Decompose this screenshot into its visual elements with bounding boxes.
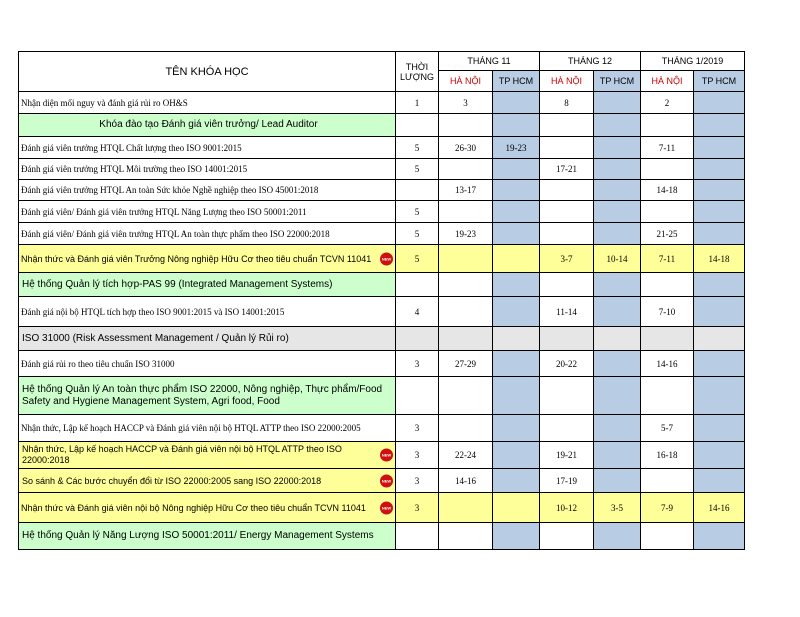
course-duration: 3	[396, 442, 439, 469]
date-dec-hanoi: 19-21	[540, 442, 594, 469]
date-dec-hcm	[594, 180, 641, 201]
date-dec-hanoi	[540, 201, 594, 223]
date-nov-hcm	[493, 180, 540, 201]
date-dec-hanoi: 17-19	[540, 469, 594, 493]
date-dec-hcm	[594, 415, 641, 442]
course-row	[19, 201, 745, 223]
date-jan-hcm	[694, 415, 745, 442]
date-nov-hanoi: 3	[439, 92, 493, 114]
course-row	[19, 297, 745, 327]
month-dec-header: THÁNG 12	[540, 52, 641, 71]
empty-cell	[641, 377, 694, 415]
new-badge-icon: NEW	[380, 474, 393, 487]
empty-cell	[641, 273, 694, 297]
course-duration: 3	[396, 415, 439, 442]
course-duration: 3	[396, 351, 439, 377]
header-row-months	[19, 52, 745, 71]
course-row	[19, 351, 745, 377]
date-dec-hcm	[594, 442, 641, 469]
date-jan-hcm	[694, 442, 745, 469]
empty-cell	[694, 273, 745, 297]
course-duration: 5	[396, 137, 439, 159]
date-dec-hcm: 3-5	[594, 493, 641, 523]
date-dec-hcm: 10-14	[594, 245, 641, 273]
course-row	[19, 92, 745, 114]
course-row	[19, 159, 745, 180]
course-name: Đánh giá viên/ Đánh giá viên trưởng HTQL Năng Lượng theo ISO 50001:2011	[19, 201, 396, 223]
date-nov-hanoi: 13-17	[439, 180, 493, 201]
section-row	[19, 523, 745, 550]
course-row	[19, 180, 745, 201]
date-jan-hanoi: 21-25	[641, 223, 694, 245]
city-hcm-jan: TP HCM	[694, 71, 745, 92]
date-jan-hanoi	[641, 201, 694, 223]
date-dec-hcm	[594, 137, 641, 159]
date-nov-hanoi: 14-16	[439, 469, 493, 493]
empty-cell	[594, 377, 641, 415]
new-badge-icon: NEW	[380, 449, 393, 462]
course-name: Đánh giá viên trưởng HTQL Môi trường theo ISO 14001:2015	[19, 159, 396, 180]
date-jan-hanoi: 2	[641, 92, 694, 114]
course-row	[19, 137, 745, 159]
date-nov-hcm: 19-23	[493, 137, 540, 159]
date-jan-hcm	[694, 92, 745, 114]
date-dec-hcm	[594, 297, 641, 327]
date-dec-hanoi	[540, 415, 594, 442]
date-nov-hanoi: 19-23	[439, 223, 493, 245]
section-row	[19, 377, 745, 415]
empty-cell	[694, 114, 745, 137]
empty-cell	[439, 273, 493, 297]
date-nov-hcm	[493, 159, 540, 180]
course-name: Nhận thức, Lập kế hoạch HACCP và Đánh giá viên nội bộ HTQL ATTP theo ISO 22000:2018	[22, 444, 342, 465]
date-jan-hanoi: 7-11	[641, 137, 694, 159]
section-title: Hệ thống Quản lý An toàn thực phẩm ISO 22000, Nông nghiệp, Thực phẩm/Food Safety and Hygiene Management System, Agri food, Food	[19, 377, 396, 415]
city-hanoi-dec: HÀ NỘI	[540, 71, 594, 92]
course-duration: 3	[396, 469, 439, 493]
date-dec-hcm	[594, 351, 641, 377]
date-nov-hanoi: 26-30	[439, 137, 493, 159]
course-duration: 5	[396, 201, 439, 223]
date-nov-hanoi	[439, 159, 493, 180]
section-title: Hệ thống Quản lý Năng Lượng ISO 50001:2011/ Energy Management Systems	[19, 523, 396, 550]
date-dec-hanoi: 11-14	[540, 297, 594, 327]
empty-cell	[594, 114, 641, 137]
course-name: Nhận thức, Lập kế hoạch HACCP và Đánh giá viên nội bộ HTQL ATTP theo ISO 22000:2005	[19, 415, 396, 442]
empty-cell	[694, 327, 745, 351]
course-duration: 5	[396, 245, 439, 273]
section-title: ISO 31000 (Risk Assessment Management / Quản lý Rủi ro)	[19, 327, 396, 351]
date-jan-hcm	[694, 351, 745, 377]
course-duration: 5	[396, 159, 439, 180]
date-dec-hcm	[594, 159, 641, 180]
empty-cell	[493, 327, 540, 351]
empty-cell	[396, 377, 439, 415]
date-dec-hanoi	[540, 180, 594, 201]
empty-cell	[439, 114, 493, 137]
date-jan-hcm	[694, 297, 745, 327]
date-nov-hanoi	[439, 493, 493, 523]
date-nov-hanoi: 27-29	[439, 351, 493, 377]
date-jan-hcm: 14-16	[694, 493, 745, 523]
empty-cell	[396, 114, 439, 137]
date-nov-hanoi	[439, 201, 493, 223]
date-nov-hanoi	[439, 297, 493, 327]
empty-cell	[540, 327, 594, 351]
course-row	[19, 223, 745, 245]
date-nov-hcm	[493, 297, 540, 327]
empty-cell	[493, 273, 540, 297]
city-hanoi-jan: HÀ NỘI	[641, 71, 694, 92]
date-dec-hanoi: 3-7	[540, 245, 594, 273]
empty-cell	[694, 377, 745, 415]
course-duration: 1	[396, 92, 439, 114]
empty-cell	[594, 327, 641, 351]
course-duration	[396, 180, 439, 201]
course-name: Nhận thức và Đánh giá viên nội bộ Nông nghiệp Hữu Cơ theo tiêu chuẩn TCVN 11041	[21, 502, 366, 513]
empty-cell	[396, 523, 439, 550]
date-jan-hanoi: 7-11	[641, 245, 694, 273]
date-nov-hcm	[493, 92, 540, 114]
date-jan-hcm	[694, 469, 745, 493]
date-nov-hanoi	[439, 415, 493, 442]
empty-cell	[594, 273, 641, 297]
date-jan-hanoi	[641, 159, 694, 180]
date-dec-hanoi: 17-21	[540, 159, 594, 180]
empty-cell	[540, 273, 594, 297]
date-dec-hanoi: 8	[540, 92, 594, 114]
new-badge-icon: NEW	[380, 252, 393, 265]
date-dec-hcm	[594, 201, 641, 223]
date-dec-hcm	[594, 223, 641, 245]
date-nov-hanoi	[439, 245, 493, 273]
section-row	[19, 114, 745, 137]
date-dec-hanoi: 10-12	[540, 493, 594, 523]
date-nov-hcm	[493, 442, 540, 469]
course-name-header: TÊN KHÓA HỌC	[19, 52, 396, 92]
course-name: Nhận thức và Đánh giá viên Trưởng Nông nghiệp Hữu Cơ theo tiêu chuẩn TCVN 11041	[21, 253, 372, 264]
course-name-cell	[19, 493, 396, 523]
duration-header: THỜI LƯỢNG	[396, 52, 439, 92]
empty-cell	[439, 523, 493, 550]
course-name-cell	[19, 442, 396, 469]
date-jan-hanoi: 5-7	[641, 415, 694, 442]
date-nov-hcm	[493, 469, 540, 493]
date-jan-hanoi: 16-18	[641, 442, 694, 469]
city-hanoi-nov: HÀ NỘI	[439, 71, 493, 92]
course-name: Đánh giá viên trưởng HTQL An toàn Sức khỏe Nghề nghiệp theo ISO 45001:2018	[19, 180, 396, 201]
empty-cell	[396, 327, 439, 351]
section-row	[19, 273, 745, 297]
course-row-new	[19, 469, 745, 493]
date-jan-hanoi: 14-16	[641, 351, 694, 377]
date-jan-hanoi: 7-10	[641, 297, 694, 327]
date-dec-hcm	[594, 92, 641, 114]
course-name-cell	[19, 469, 396, 493]
empty-cell	[694, 523, 745, 550]
date-jan-hcm	[694, 223, 745, 245]
date-nov-hcm	[493, 201, 540, 223]
date-nov-hcm	[493, 351, 540, 377]
date-jan-hcm	[694, 159, 745, 180]
city-hcm-dec: TP HCM	[594, 71, 641, 92]
date-nov-hcm	[493, 415, 540, 442]
section-title: Khóa đào tạo Đánh giá viên trưởng/ Lead Auditor	[19, 114, 396, 137]
date-nov-hcm	[493, 223, 540, 245]
course-name: Đánh giá viên/ Đánh giá viên trưởng HTQL An toàn thực phẩm theo ISO 22000:2018	[19, 223, 396, 245]
empty-cell	[493, 523, 540, 550]
section-row	[19, 327, 745, 351]
date-jan-hcm	[694, 137, 745, 159]
month-nov-header: THÁNG 11	[439, 52, 540, 71]
course-row-new	[19, 442, 745, 469]
course-duration: 4	[396, 297, 439, 327]
empty-cell	[641, 327, 694, 351]
date-dec-hanoi	[540, 137, 594, 159]
date-jan-hanoi	[641, 469, 694, 493]
date-dec-hcm	[594, 469, 641, 493]
course-duration: 3	[396, 493, 439, 523]
empty-cell	[439, 377, 493, 415]
empty-cell	[493, 114, 540, 137]
month-jan-header: THÁNG 1/2019	[641, 52, 745, 71]
date-jan-hcm	[694, 180, 745, 201]
empty-cell	[540, 114, 594, 137]
date-nov-hcm	[493, 245, 540, 273]
course-name: Đánh giá viên trưởng HTQL Chất lượng theo ISO 9001:2015	[19, 137, 396, 159]
date-jan-hanoi: 14-18	[641, 180, 694, 201]
empty-cell	[641, 523, 694, 550]
training-schedule-table	[18, 51, 745, 550]
empty-cell	[641, 114, 694, 137]
date-nov-hcm	[493, 493, 540, 523]
date-dec-hanoi	[540, 223, 594, 245]
empty-cell	[493, 377, 540, 415]
date-jan-hcm: 14-18	[694, 245, 745, 273]
empty-cell	[396, 273, 439, 297]
course-name: So sánh & Các bước chuyển đổi từ ISO 22000:2005 sang ISO 22000:2018	[22, 475, 322, 486]
course-row	[19, 415, 745, 442]
course-duration: 5	[396, 223, 439, 245]
date-dec-hanoi: 20-22	[540, 351, 594, 377]
empty-cell	[540, 377, 594, 415]
course-row-new	[19, 493, 745, 523]
empty-cell	[439, 327, 493, 351]
section-title: Hệ thống Quản lý tích hợp-PAS 99 (Integrated Management Systems)	[19, 273, 396, 297]
city-hcm-nov: TP HCM	[493, 71, 540, 92]
course-name: Nhận diện mối nguy và đánh giá rủi ro OH&S	[19, 92, 396, 114]
date-jan-hanoi: 7-9	[641, 493, 694, 523]
date-jan-hcm	[694, 201, 745, 223]
new-badge-icon: NEW	[380, 501, 393, 514]
empty-cell	[540, 523, 594, 550]
course-name-cell	[19, 245, 396, 273]
course-name: Đánh giá nội bộ HTQL tích hợp theo ISO 9001:2015 và ISO 14001:2015	[19, 297, 396, 327]
date-nov-hanoi: 22-24	[439, 442, 493, 469]
empty-cell	[594, 523, 641, 550]
course-row-new	[19, 245, 745, 273]
course-name: Đánh giá rủi ro theo tiêu chuẩn ISO 31000	[19, 351, 396, 377]
